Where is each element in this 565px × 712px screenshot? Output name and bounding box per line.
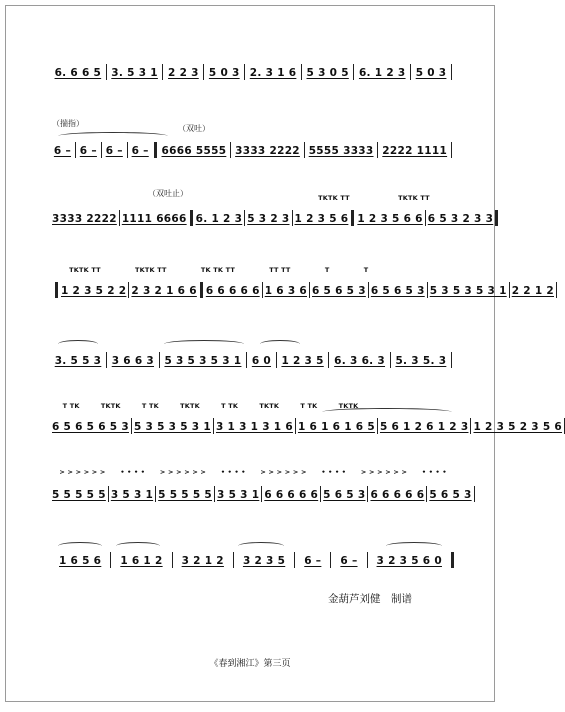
measure: 1 6 5 6 bbox=[59, 555, 102, 567]
measure: 5 3 0 5 bbox=[306, 67, 349, 79]
articulation: TKTK TT bbox=[135, 266, 167, 274]
barline bbox=[377, 418, 378, 434]
barline bbox=[425, 210, 426, 226]
articulation: • • • • bbox=[120, 468, 146, 476]
measure: 1 6 1 2 bbox=[120, 555, 163, 567]
barline bbox=[320, 486, 321, 502]
barline bbox=[426, 486, 427, 502]
measure: 3 2 1 2 bbox=[181, 555, 224, 567]
articulation: TKTK TT bbox=[398, 194, 430, 202]
barline bbox=[470, 418, 471, 434]
score-line-8 bbox=[52, 546, 454, 568]
measure: 3 2 3 5 6 0 bbox=[376, 555, 442, 567]
barline bbox=[390, 352, 391, 368]
measure: 6 0 bbox=[251, 355, 272, 367]
repeat-barline bbox=[154, 142, 157, 158]
barline bbox=[233, 552, 234, 568]
articulation: TKTK TT bbox=[318, 194, 350, 202]
barline bbox=[214, 486, 215, 502]
measure: 3 5 3 1 bbox=[110, 489, 154, 501]
barline bbox=[509, 282, 510, 298]
articulation: TKTK bbox=[180, 402, 200, 410]
measure: 1 2 3 5 2 3 5 6 bbox=[473, 421, 563, 433]
measure: 6666 5555 bbox=[161, 145, 227, 157]
articulation: T TK bbox=[221, 402, 239, 410]
measure: 5 3 5 3 5 3 1 bbox=[164, 355, 242, 367]
score-line-2 bbox=[52, 136, 454, 158]
barline bbox=[246, 352, 247, 368]
measure: 6. 6 6 5 bbox=[54, 67, 102, 79]
measure: 5 5 5 5 5 bbox=[52, 489, 106, 501]
barline bbox=[159, 352, 160, 368]
articulation: T bbox=[363, 266, 369, 274]
barline bbox=[451, 142, 452, 158]
measure: 5 3 5 3 5 3 1 bbox=[429, 285, 507, 297]
measure: 1 2 3 5 6 bbox=[294, 213, 349, 225]
barline bbox=[108, 486, 109, 502]
barline bbox=[172, 552, 173, 568]
measure: 6 – bbox=[304, 555, 322, 567]
barline bbox=[427, 282, 428, 298]
barline bbox=[474, 486, 475, 502]
barline bbox=[106, 352, 107, 368]
articulation: T TK bbox=[141, 402, 159, 410]
barline bbox=[244, 210, 245, 226]
barline bbox=[203, 64, 204, 80]
articulation-row bbox=[52, 194, 454, 202]
measure: 6 – bbox=[79, 145, 97, 157]
measure: 6 – bbox=[340, 555, 358, 567]
barline bbox=[276, 352, 277, 368]
measure: 5 6 1 2 6 1 2 3 bbox=[379, 421, 469, 433]
measure: 5 3 2 3 bbox=[247, 213, 290, 225]
barline bbox=[292, 210, 293, 226]
articulation: T TK bbox=[62, 402, 80, 410]
articulation: > > > > > > bbox=[360, 468, 408, 476]
barline bbox=[368, 282, 369, 298]
barline bbox=[451, 64, 452, 80]
measure: 6 – bbox=[131, 145, 149, 157]
measure: 1 2 3 5 bbox=[281, 355, 324, 367]
articulation: T bbox=[324, 266, 330, 274]
articulation: TKTK bbox=[259, 402, 280, 410]
articulation: > > > > > > bbox=[159, 468, 207, 476]
measure: 3333 2222 bbox=[235, 145, 300, 157]
measure: 3. 5 5 3 bbox=[54, 355, 102, 367]
barline bbox=[328, 352, 329, 368]
measure: 5 6 5 3 bbox=[429, 489, 472, 501]
measure: 2 2 3 bbox=[168, 67, 199, 79]
barline bbox=[367, 552, 368, 568]
measure: 3 2 3 5 bbox=[242, 555, 286, 567]
barline bbox=[451, 352, 452, 368]
barline bbox=[131, 418, 132, 434]
measure: 2 3 2 1 6 6 bbox=[131, 285, 197, 297]
articulation: > > > > > > bbox=[59, 468, 106, 476]
measure: 3 5 3 1 bbox=[217, 489, 260, 501]
articulation-row bbox=[52, 266, 454, 274]
articulation: TKTK TT bbox=[69, 266, 101, 274]
barline bbox=[155, 486, 156, 502]
measure: 2 2 1 2 bbox=[511, 285, 554, 297]
measure: 3333 2222 bbox=[52, 213, 117, 225]
barline bbox=[309, 282, 310, 298]
repeat-barline bbox=[190, 210, 193, 226]
arranger-credit: 金葫芦刘健 制谱 bbox=[328, 593, 412, 605]
repeat-barline bbox=[200, 282, 203, 298]
barline bbox=[377, 142, 378, 158]
measure: 6 6 6 6 6 bbox=[264, 489, 319, 501]
measure: 3 1 3 1 3 1 6 bbox=[215, 421, 293, 433]
measure: 5. 3 5. 3 bbox=[395, 355, 447, 367]
annotation-double-tongue-end: （双吐止） bbox=[148, 189, 188, 198]
measure: 1111 6666 bbox=[121, 213, 187, 225]
measure: 6 5 6 5 3 bbox=[312, 285, 366, 297]
measure: 6. 1 2 3 bbox=[358, 67, 406, 79]
barline bbox=[353, 64, 354, 80]
articulation: T TK bbox=[300, 402, 318, 410]
measure: 6. 1 2 3 bbox=[195, 213, 243, 225]
barline bbox=[330, 552, 331, 568]
barline bbox=[410, 64, 411, 80]
articulation: • • • • bbox=[321, 468, 347, 476]
measure: 5555 3333 bbox=[308, 145, 374, 157]
barline bbox=[261, 486, 262, 502]
annotation-double-tongue: （双吐） bbox=[178, 124, 210, 133]
score-line-6 bbox=[52, 412, 563, 434]
barline bbox=[304, 142, 305, 158]
measure: 6 6 6 6 6 bbox=[205, 285, 260, 297]
barline bbox=[162, 64, 163, 80]
measure: 6 6 6 6 6 bbox=[370, 489, 425, 501]
articulation: • • • • bbox=[220, 468, 246, 476]
measure: 2. 3 1 6 bbox=[249, 67, 297, 79]
barline bbox=[262, 282, 263, 298]
barline bbox=[128, 282, 129, 298]
score-line-4 bbox=[52, 276, 554, 298]
measure: 6 – bbox=[53, 145, 72, 157]
score-line-1 bbox=[52, 58, 454, 80]
articulation: > > > > > > bbox=[260, 468, 307, 476]
measure: 5 0 3 bbox=[415, 67, 447, 79]
articulation: TKTK bbox=[338, 402, 359, 410]
measure: 5 5 5 5 5 bbox=[158, 489, 213, 501]
measure: 6. 3 6. 3 bbox=[334, 355, 386, 367]
barline bbox=[213, 418, 214, 434]
measure: 1 6 1 6 1 6 5 bbox=[297, 421, 375, 433]
articulation-row bbox=[52, 468, 454, 476]
page-footer: 《春到湘江》第三页 bbox=[209, 659, 291, 669]
repeat-barline bbox=[351, 210, 354, 226]
measure: 1 6 3 6 bbox=[264, 285, 307, 297]
measure: 6 5 6 5 6 5 3 bbox=[52, 421, 129, 433]
measure: 6 5 3 2 3 3 bbox=[427, 213, 494, 225]
measure: 5 3 5 3 5 3 1 bbox=[133, 421, 211, 433]
annotation-chuaizhi: （揣指） bbox=[52, 119, 84, 128]
final-barline bbox=[451, 552, 454, 568]
barline bbox=[367, 486, 368, 502]
barline bbox=[101, 142, 102, 158]
barline bbox=[294, 552, 295, 568]
measure: 6 – bbox=[105, 145, 123, 157]
barline bbox=[127, 142, 128, 158]
barline bbox=[295, 418, 296, 434]
score-line-5 bbox=[52, 346, 454, 368]
score-line-3 bbox=[52, 204, 494, 226]
barline bbox=[106, 64, 107, 80]
measure: 6 5 6 5 3 bbox=[370, 285, 425, 297]
barline bbox=[75, 142, 76, 158]
measure: 3 6 6 3 bbox=[111, 355, 155, 367]
barline bbox=[244, 64, 245, 80]
measure: 5 6 5 3 bbox=[323, 489, 366, 501]
measure: 3. 5 3 1 bbox=[111, 67, 158, 79]
final-barline bbox=[495, 210, 498, 226]
score-page bbox=[5, 5, 563, 702]
articulation: TKTK bbox=[100, 402, 121, 410]
repeat-barline bbox=[55, 282, 58, 298]
measure: 2222 1111 bbox=[382, 145, 448, 157]
barline bbox=[556, 282, 557, 298]
measure: 1 2 3 5 2 2 bbox=[61, 285, 127, 297]
measure: 5 0 3 bbox=[208, 67, 240, 79]
score-line-7 bbox=[52, 480, 472, 502]
measure: 1 2 3 5 6 6 bbox=[357, 213, 423, 225]
articulation: TT TT bbox=[269, 266, 291, 274]
barline bbox=[301, 64, 302, 80]
barline bbox=[110, 552, 111, 568]
articulation: • • • • bbox=[421, 468, 447, 476]
barline bbox=[119, 210, 120, 226]
barline bbox=[230, 142, 231, 158]
articulation: TK TK TT bbox=[200, 266, 235, 274]
